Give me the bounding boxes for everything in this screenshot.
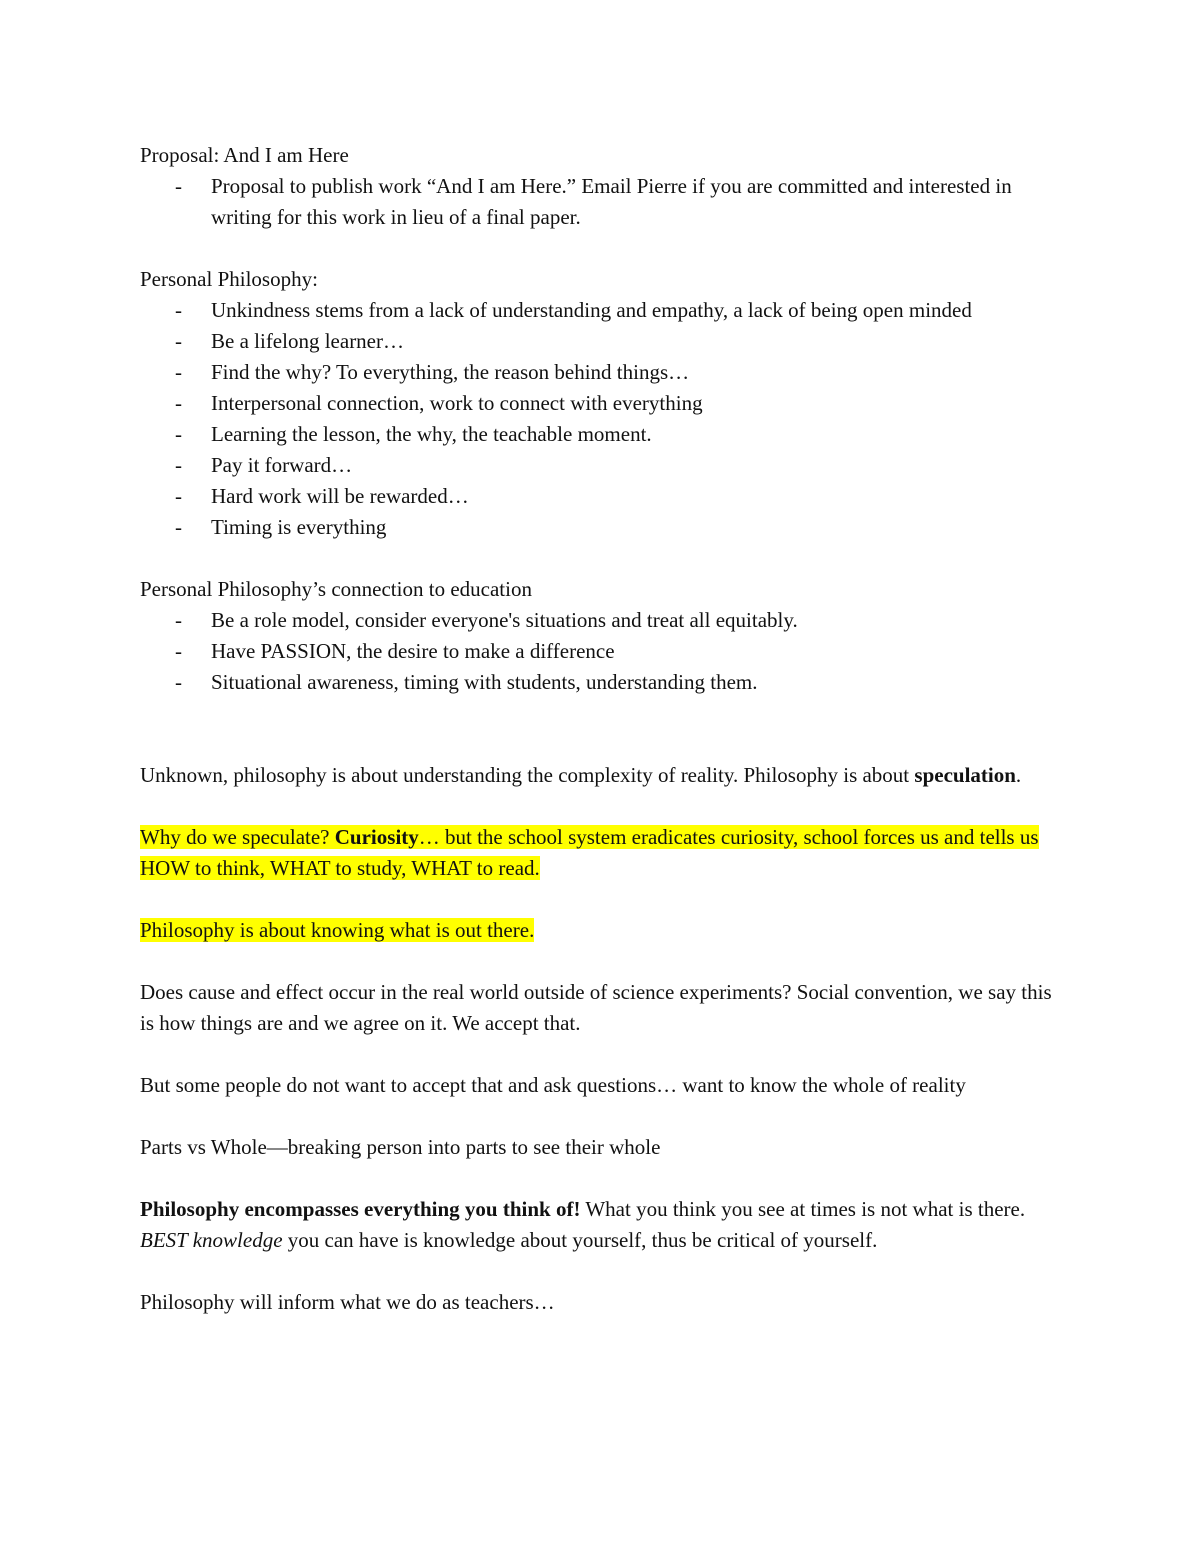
list-item: - Learning the lesson, the why, the teachable moment. (211, 419, 1060, 450)
speculation-bold: speculation (914, 763, 1016, 787)
list-item: - Have PASSION, the desire to make a difference (211, 636, 1060, 667)
list-item: - Be a role model, consider everyone's situations and treat all equitably. (211, 605, 1060, 636)
curiosity-bold: Curiosity (334, 825, 419, 849)
list-item: - Proposal to publish work “And I am Here.” Email Pierre if you are committed and interested in writing for this work in lieu of a final paper. (211, 171, 1060, 233)
list-item: - Be a lifelong learner… (211, 326, 1060, 357)
knowing-paragraph (140, 915, 1060, 946)
document-page (140, 140, 1060, 1318)
list-item: - Timing is everything (211, 512, 1060, 543)
curiosity-paragraph (140, 822, 1060, 884)
encompasses-paragraph: Philosophy encompasses everything you think of! What you think you see at times is not what is there. BEST knowledge you can have is knowledge about yourself, thus be critical of yourself. (140, 1197, 1026, 1252)
parts-whole-paragraph: Parts vs Whole—breaking person into parts to see their whole (140, 1135, 661, 1159)
unknown-paragraph: Unknown, philosophy is about understanding the complexity of reality. Philosophy is about speculation. (140, 763, 1022, 787)
inform-paragraph: Philosophy will inform what we do as teachers… (140, 1290, 555, 1314)
proposal-heading: Proposal: And I am Here (140, 143, 349, 167)
list-item: - Hard work will be rewarded… (211, 481, 1060, 512)
education-connection-list (140, 605, 1060, 698)
highlighted-text: Philosophy is about knowing what is out there. (140, 918, 535, 942)
some-people-paragraph: But some people do not want to accept that and ask questions… want to know the whole of reality (140, 1073, 966, 1097)
proposal-list (140, 171, 1060, 233)
education-connection-heading: Personal Philosophy’s connection to education (140, 577, 532, 601)
cause-effect-paragraph: Does cause and effect occur in the real world outside of science experiments? Social convention, we say this is how things are and we agree on it. We accept that. (140, 980, 1052, 1035)
highlighted-text: Why do we speculate? Curiosity… but the school system eradicates curiosity, school forces us and tells us HOW to think, WHAT to study, WHAT to read. (140, 825, 1039, 880)
list-item: - Pay it forward… (211, 450, 1060, 481)
best-knowledge-italic: BEST knowledge (140, 1228, 283, 1252)
list-item: - Interpersonal connection, work to connect with everything (211, 388, 1060, 419)
personal-philosophy-heading: Personal Philosophy: (140, 267, 318, 291)
personal-philosophy-list (140, 295, 1060, 543)
list-item: - Situational awareness, timing with students, understanding them. (211, 667, 1060, 698)
list-item: - Find the why? To everything, the reason behind things… (211, 357, 1060, 388)
encompasses-bold: Philosophy encompasses everything you think of! (140, 1197, 581, 1221)
list-item: - Unkindness stems from a lack of understanding and empathy, a lack of being open minded (211, 295, 1060, 326)
